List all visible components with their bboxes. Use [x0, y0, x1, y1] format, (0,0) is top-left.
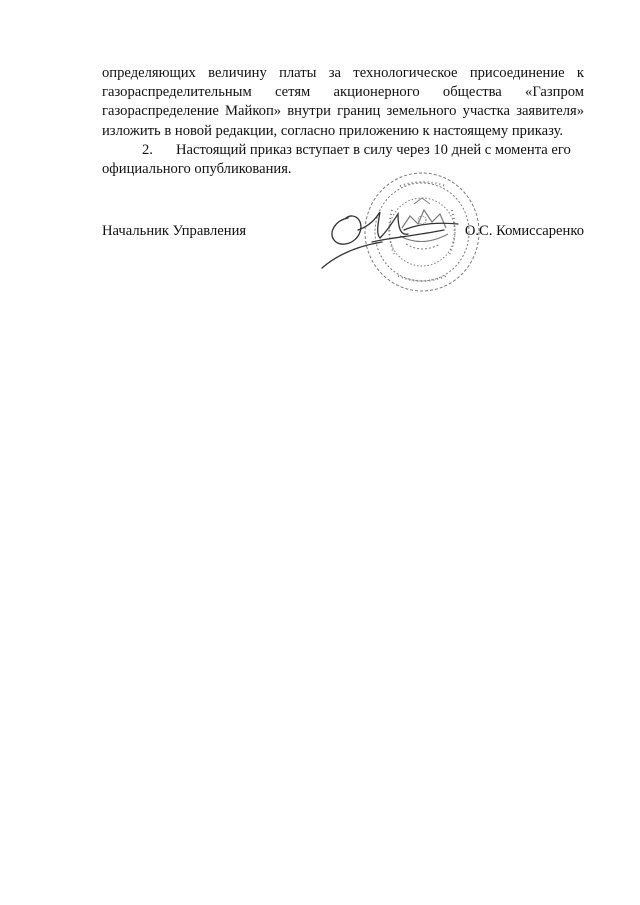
document-body — [102, 64, 584, 179]
paragraph-2 — [102, 141, 584, 179]
signer-position: Начальник Управления — [102, 223, 247, 239]
paragraph-2-number: 2. — [142, 141, 153, 158]
handwritten-signature-icon — [318, 200, 468, 272]
signer-name: О.С. Комиссаренко — [464, 223, 584, 239]
paragraph-continuation: определяющих величину платы за технологическое присоединение к газораспределительным сетям акционерного общества «Газпром газораспределение Майкоп» внутри границ земельного участка заявителя» изложить в новой редакции, согласно приложению к настоящему приказу. — [102, 65, 584, 139]
paragraph-2-text: Настоящий приказ вступает в силу через 10 дней с момента его официального опубликования. — [102, 141, 571, 178]
